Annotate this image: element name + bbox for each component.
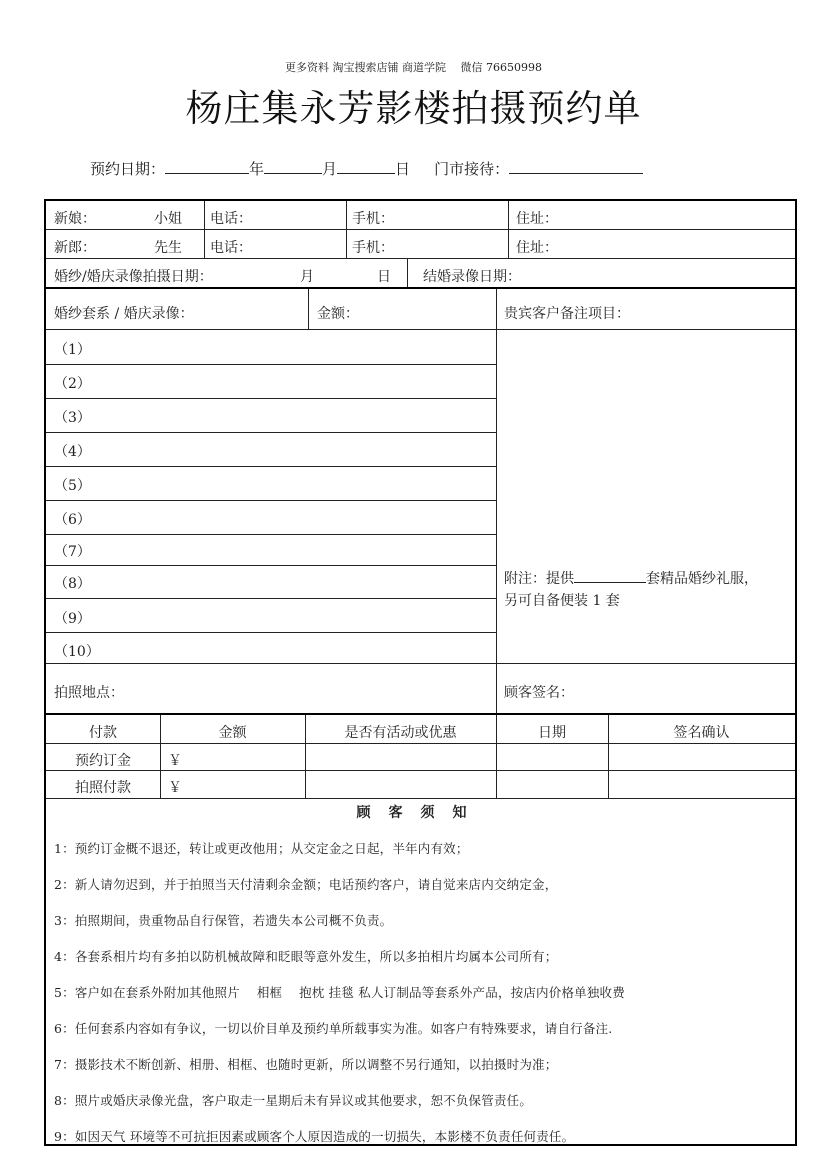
col-divider: [308, 289, 309, 329]
row-divider: [46, 432, 496, 433]
notice-item: 2：新人请勿迟到，并于拍照当天付清剩余金额；电话预约客户，请自觉来店内交纳定金，: [54, 877, 558, 892]
payment-header: 签名确认: [673, 725, 730, 741]
notice-item: 7：摄影技术不断创新、相册、相框、也随时更新，所以调整不另行通知，以拍摄时为准；: [54, 1057, 558, 1072]
payment-header: 是否有活动或优惠: [344, 725, 457, 741]
attached-note-line1: [504, 568, 758, 588]
row-divider: [46, 798, 795, 799]
package-item: （5）: [54, 478, 91, 494]
bride-mobile-label: 手机：: [352, 211, 394, 227]
attached-note-suffix: 套精品婚纱礼服，: [646, 571, 758, 587]
miss-label: 小姐: [154, 211, 182, 227]
row-divider: [46, 398, 496, 399]
row-divider: [46, 598, 496, 599]
col-divider: [204, 201, 205, 258]
deposit-label: 预约订金: [75, 753, 131, 769]
bride-label: 新娘：: [54, 211, 96, 227]
year-blank[interactable]: [165, 159, 249, 174]
row-divider: [46, 565, 496, 566]
package-item: （4）: [54, 444, 91, 460]
notice-item: 6：任何套系内容如有争议，一切以价目单及预约单所载事实为准。如客户有特殊要求，请自行备注.: [54, 1021, 613, 1036]
row-divider: [46, 770, 795, 771]
package-amount-label: 金额：: [317, 306, 359, 322]
section-divider: [46, 287, 795, 289]
row-divider: [46, 632, 496, 633]
groom-mobile-label: 手机：: [352, 240, 394, 256]
shoot-date-label: 婚纱/婚庆录像拍摄日期：: [54, 269, 213, 285]
payment-header: 金额: [218, 725, 247, 741]
package-item: （1）: [54, 342, 91, 358]
groom-address-label: 住址：: [516, 240, 558, 256]
wedding-date-label: 结婚录像日期：: [423, 269, 521, 285]
month-label: 月: [322, 160, 338, 178]
notice-item: 3：拍照期间，贵重物品自行保管，若遗失本公司概不负责。: [54, 913, 393, 928]
page-title: 杨庄集永芳影楼拍摄预约单: [185, 87, 642, 130]
payment-header: 付款: [89, 725, 117, 741]
shoot-payment-currency: ￥: [168, 780, 182, 796]
shoot-payment-label: 拍照付款: [75, 780, 131, 796]
package-label: 婚纱套系 / 婚庆录像：: [54, 306, 194, 322]
package-item: （3）: [54, 410, 91, 426]
header-note: 更多资料 淘宝搜索店铺 商道学院 微信 76650998: [285, 61, 542, 74]
col-divider: [346, 201, 347, 258]
shoot-day-label: 日: [377, 269, 391, 285]
bride-address-label: 住址：: [516, 211, 558, 227]
year-label: 年: [249, 160, 265, 178]
row-divider: [46, 663, 795, 664]
mister-label: 先生: [154, 240, 182, 256]
row-divider: [46, 743, 795, 744]
month-blank[interactable]: [264, 159, 322, 174]
row-divider: [46, 258, 795, 259]
signature-label: 顾客签名：: [504, 685, 574, 701]
appointment-date-line: [90, 158, 643, 179]
package-item: （7）: [54, 544, 91, 560]
row-divider: [46, 500, 496, 501]
deposit-currency: ￥: [168, 753, 182, 769]
day-label: 日: [395, 160, 411, 178]
reception-blank[interactable]: [509, 159, 643, 174]
notice-item: 4：各套系相片均有多拍以防机械故障和眨眼等意外发生，所以多拍相片均属本公司所有；: [54, 949, 558, 964]
package-item: （2）: [54, 376, 91, 392]
bride-phone-label: 电话：: [210, 211, 252, 227]
row-divider: [46, 364, 496, 365]
shoot-month-label: 月: [300, 269, 314, 285]
attached-note-prefix: 附注：提供: [504, 571, 574, 587]
package-item: （10）: [54, 644, 100, 660]
remarks-label: 贵宾客户备注项目：: [504, 306, 630, 322]
notice-item: 1：预约订金概不退还，转让或更改他用；从交定金之日起，半年内有效；: [54, 841, 469, 856]
notice-title: 顾客须知: [356, 805, 485, 821]
booking-form: [44, 199, 797, 1146]
section-divider: [46, 713, 795, 715]
reception-label: 门市接待：: [434, 160, 510, 178]
package-item: （8）: [54, 576, 91, 592]
attached-note-line2: 另可自备便装 1 套: [504, 593, 620, 609]
groom-phone-label: 电话：: [210, 240, 252, 256]
row-divider: [46, 466, 496, 467]
col-divider: [496, 289, 497, 713]
row-divider: [46, 534, 496, 535]
row-divider: [46, 229, 795, 230]
col-divider: [508, 201, 509, 258]
location-label: 拍照地点：: [54, 685, 124, 701]
groom-label: 新郎：: [54, 240, 96, 256]
day-blank[interactable]: [337, 159, 395, 174]
package-item: （6）: [54, 512, 91, 528]
col-divider: [407, 258, 408, 287]
notice-item: 5：客户如在套系外附加其他照片 相框 抱枕 挂毯 私人订制品等套系外产品，按店内价格单独收费: [54, 985, 625, 1000]
notice-item: 9：如因天气 环境等不可抗拒因素或顾客个人原因造成的一切损失，本影楼不负责任何责任。: [54, 1129, 575, 1144]
package-item: （9）: [54, 611, 91, 627]
appointment-date-label: 预约日期：: [90, 160, 166, 178]
notice-item: 8：照片或婚庆录像光盘，客户取走一星期后未有异议或其他要求，恕不负保管责任。: [54, 1093, 533, 1108]
suit-count-blank[interactable]: [574, 569, 646, 583]
payment-header: 日期: [538, 725, 566, 741]
row-divider: [46, 329, 795, 330]
